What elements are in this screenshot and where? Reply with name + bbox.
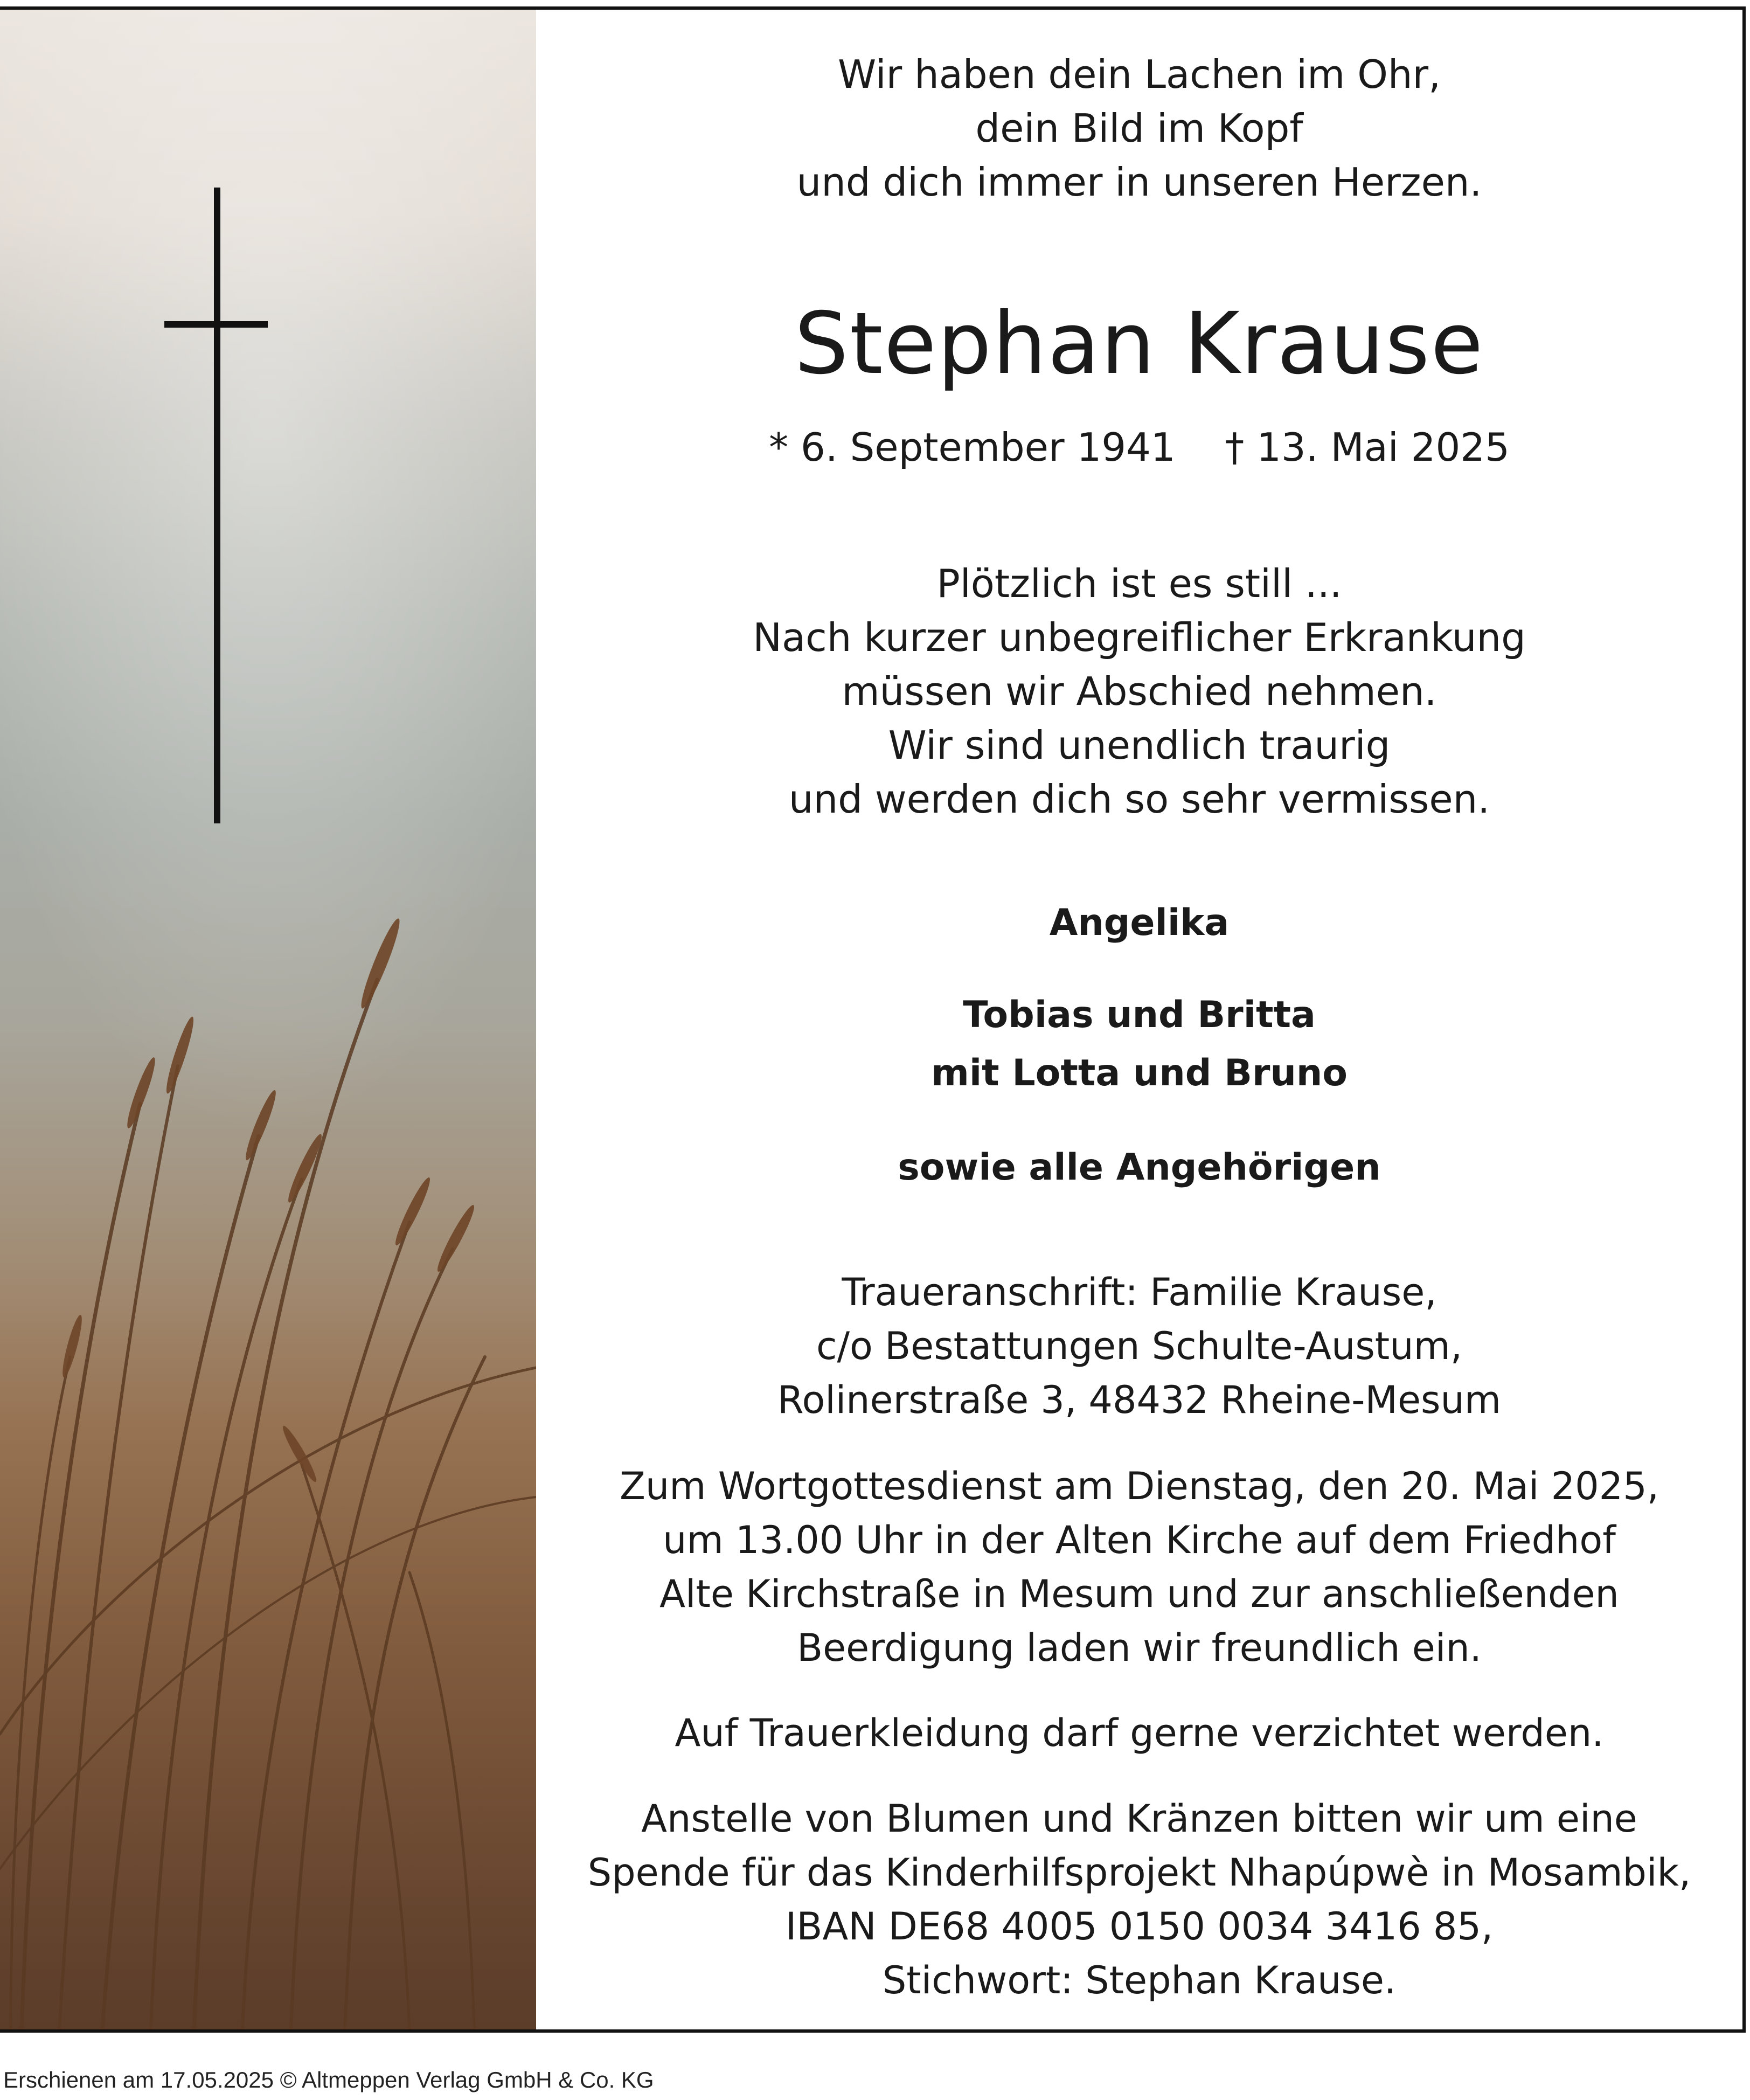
poem-line: Wir sind unendlich traurig: [888, 723, 1391, 768]
donation-line: Stichwort: Stephan Krause.: [882, 1958, 1397, 2002]
poem-line: Plötzlich ist es still ...: [936, 561, 1342, 606]
mourner-line: Tobias und Britta: [963, 994, 1316, 1036]
quote-line: Wir haben dein Lachen im Ohr,: [838, 52, 1441, 97]
address-line: Traueranschrift: Familie Krause,: [842, 1270, 1437, 1314]
mourner-family: [536, 986, 1742, 1103]
address-line: c/o Bestattungen Schulte-Austum,: [816, 1324, 1463, 1368]
donation-request: [536, 1792, 1742, 2007]
donation-line: Spende für das Kinderhilfsprojekt Nhapúpwè in Mosambik,: [587, 1851, 1691, 1895]
service-line: Alte Kirchstraße in Mesum und zur anschließenden: [659, 1572, 1619, 1616]
deceased-name: Stephan Krause: [794, 294, 1484, 393]
address-line: Rolinerstraße 3, 48432 Rheine-Mesum: [777, 1378, 1502, 1422]
poem-line: Nach kurzer unbegreiflicher Erkrankung: [753, 615, 1526, 660]
cross-icon: [162, 188, 269, 834]
quote-line: dein Bild im Kopf: [975, 106, 1303, 151]
donation-line: IBAN DE68 4005 0150 0034 3416 85,: [785, 1904, 1494, 1949]
service-invitation: [536, 1459, 1742, 1675]
mourner-relatives: sowie alle Angehörigen: [898, 1146, 1381, 1189]
opening-quote: [536, 47, 1742, 209]
poem-line: und werden dich so sehr vermissen.: [788, 777, 1490, 822]
obituary-notice: [0, 6, 1746, 2033]
quote-line: und dich immer in unseren Herzen.: [796, 160, 1482, 205]
mourner-spouse: Angelika: [1049, 902, 1230, 944]
service-line: Zum Wortgottesdienst am Dienstag, den 20. Mai 2025,: [619, 1464, 1659, 1508]
notice-text: [536, 10, 1742, 2029]
mourner-line: mit Lotta und Bruno: [930, 1052, 1348, 1094]
publication-footer: Erschienen am 17.05.2025 © Altmeppen Verlag GmbH & Co. KG: [3, 2067, 654, 2092]
grass-photo-panel: [0, 10, 536, 2029]
service-line: Beerdigung laden wir freundlich ein.: [797, 1626, 1482, 1670]
poem: [536, 557, 1742, 826]
donation-line: Anstelle von Blumen und Kränzen bitten wir um eine: [641, 1797, 1637, 1841]
service-line: um 13.00 Uhr in der Alten Kirche auf dem Friedhof: [663, 1518, 1616, 1562]
life-dates: * 6. September 1941 † 13. Mai 2025: [769, 425, 1510, 470]
mourning-address: [536, 1265, 1742, 1427]
poem-line: müssen wir Abschied nehmen.: [842, 669, 1437, 714]
dress-code-note: Auf Trauerkleidung darf gerne verzichtet werden.: [675, 1711, 1604, 1755]
